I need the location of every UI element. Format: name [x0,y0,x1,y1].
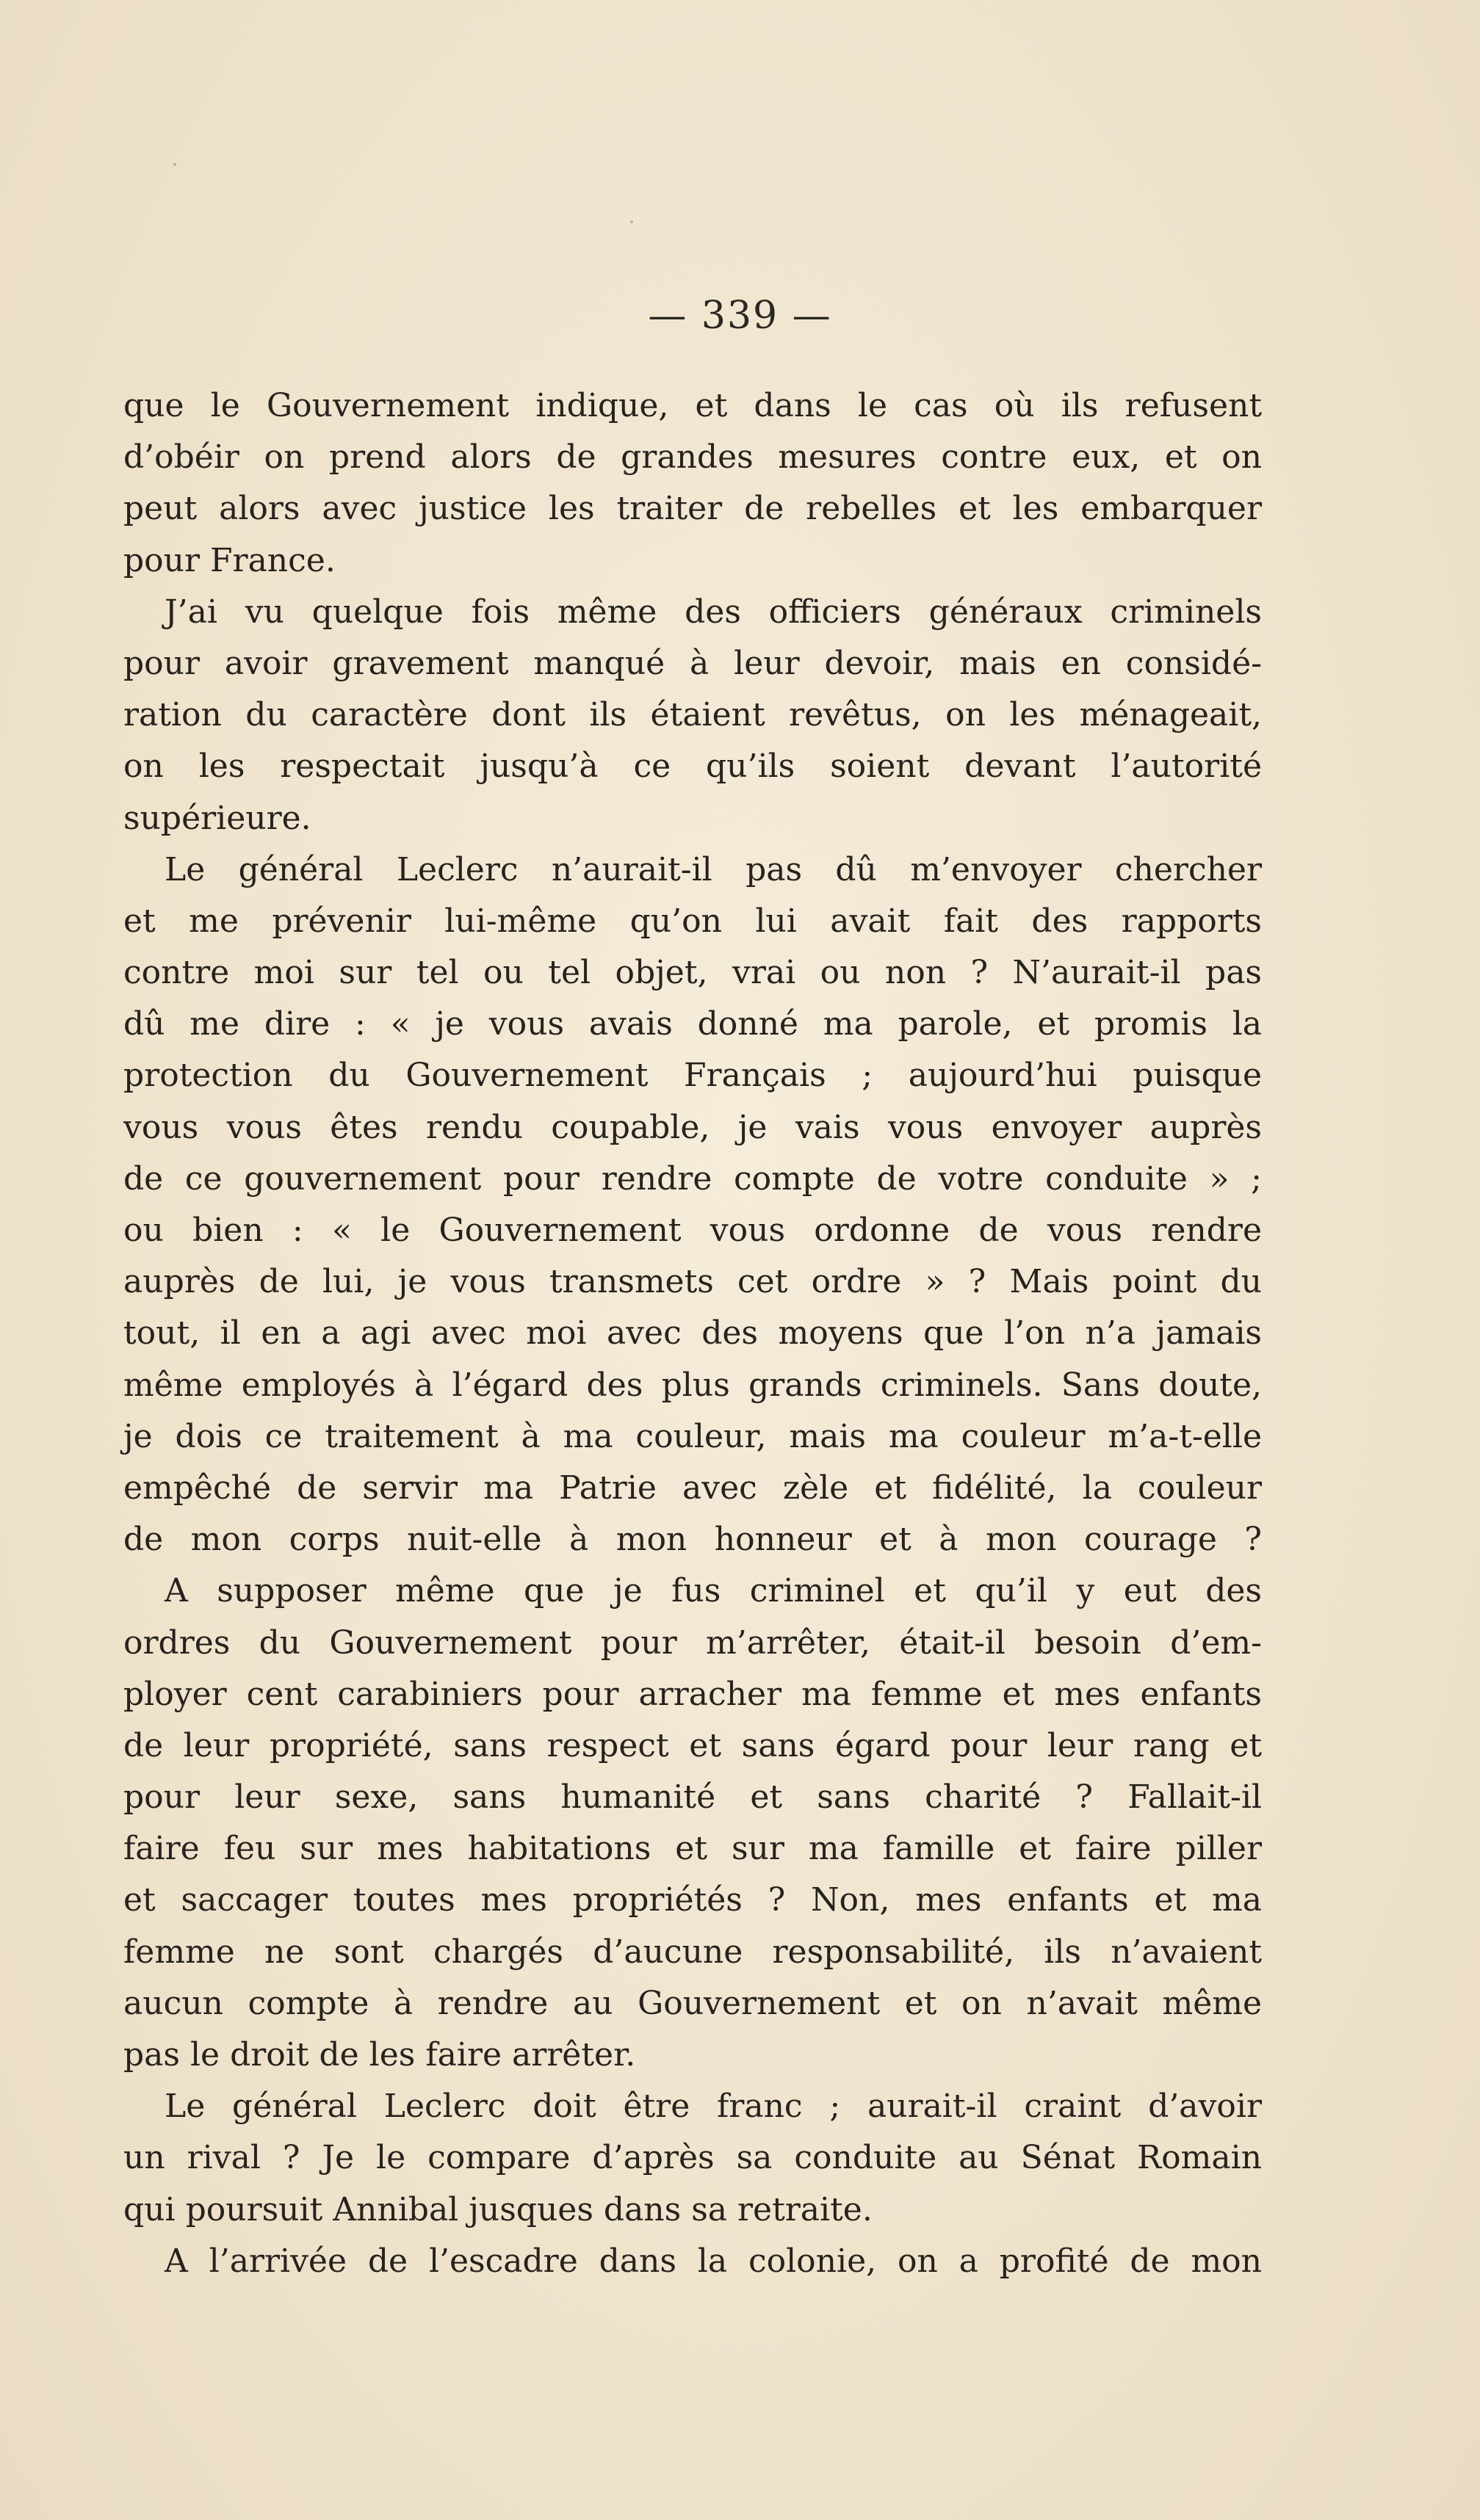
body-text [123,380,1262,2287]
text-line: je dois ce traitement à ma couleur, mais ma couleur m’a-t-elle [123,1417,1262,1455]
text-line: que le Gouvernement indique, et dans le cas où ils refusent [123,387,1262,424]
page-number: — 339 — [648,294,832,338]
text-line: peut alors avec justice les traiter de rebelles et les embarquer [123,490,1262,528]
text-line: empêché de servir ma Patrie avec zèle et fidélité, la couleur [123,1469,1262,1507]
text-line: de ce gouvernement pour rendre compte de votre conduite » ; [123,1159,1262,1198]
text-line: et saccager toutes mes propriétés ? Non, mes enfants et ma [123,1881,1262,1919]
text-line: de leur propriété, sans respect et sans égard pour leur rang et [123,1726,1262,1764]
text-line: Le général Leclerc doit être franc ; aurait-il craint d’avoir [165,2088,1262,2126]
text-line: on les respectait jusqu’à ce qu’ils soient devant l’autorité [123,747,1262,786]
text-line: aucun compte à rendre au Gouvernement et on n’avait même [123,1984,1262,2022]
text-line: A supposer même que je fus criminel et qu’il y eut des [165,1572,1262,1610]
text-line: pour France. [123,541,336,579]
text-line: femme ne sont chargés d’aucune responsabilité, ils n’avaient [123,1933,1262,1971]
text-line: A l’arrivée de l’escadre dans la colonie, on a profité de mon [165,2242,1262,2280]
text-line: pour avoir gravement manqué à leur devoir, mais en considé- [123,644,1262,682]
text-line: supérieure. [123,799,311,837]
text-line: et me prévenir lui-même qu’on lui avait fait des rapports [123,902,1262,940]
text-line: vous vous êtes rendu coupable, je vais vous envoyer auprès [123,1108,1262,1146]
text-line: contre moi sur tel ou tel objet, vrai ou non ? N’aurait-il pas [123,954,1262,992]
text-line: même employés à l’égard des plus grands criminels. Sans doute, [123,1366,1262,1404]
text-line: J’ai vu quelque fois même des officiers généraux criminels [165,593,1262,631]
text-line: tout, il en a agi avec moi avec des moyens que l’on n’a jamais [123,1314,1262,1353]
text-line: un rival ? Je le compare d’après sa conduite au Sénat Romain [123,2139,1262,2177]
paper-speck [630,220,633,223]
text-line: protection du Gouvernement Français ; aujourd’hui puisque [123,1057,1262,1095]
text-line: ou bien : « le Gouvernement vous ordonne de vous rendre [123,1212,1262,1249]
paper-speck [173,163,176,166]
text-line: ployer cent carabiniers pour arracher ma femme et mes enfants [123,1675,1262,1713]
text-line: qui poursuit Annibal jusques dans sa retraite. [123,2190,873,2228]
text-line: faire feu sur mes habitations et sur ma famille et faire piller [123,1830,1262,1868]
text-line: ordres du Gouvernement pour m’arrêter, était-il besoin d’em- [123,1623,1262,1662]
text-line: dû me dire : « je vous avais donné ma parole, et promis la [123,1005,1262,1043]
text-line: d’obéir on prend alors de grandes mesures contre eux, et on [123,438,1262,477]
text-line: Le général Leclerc n’aurait-il pas dû m’envoyer chercher [165,850,1262,888]
text-line: pas le droit de les faire arrêter. [123,2036,636,2074]
text-line: de mon corps nuit-elle à mon honneur et à mon courage ? [123,1521,1262,1559]
text-line: ration du caractère dont ils étaient revêtus, on les ménageait, [123,696,1262,734]
text-line: pour leur sexe, sans humanité et sans charité ? Fallait-il [123,1778,1262,1817]
text-line: auprès de lui, je vous transmets cet ordre » ? Mais point du [123,1263,1262,1301]
